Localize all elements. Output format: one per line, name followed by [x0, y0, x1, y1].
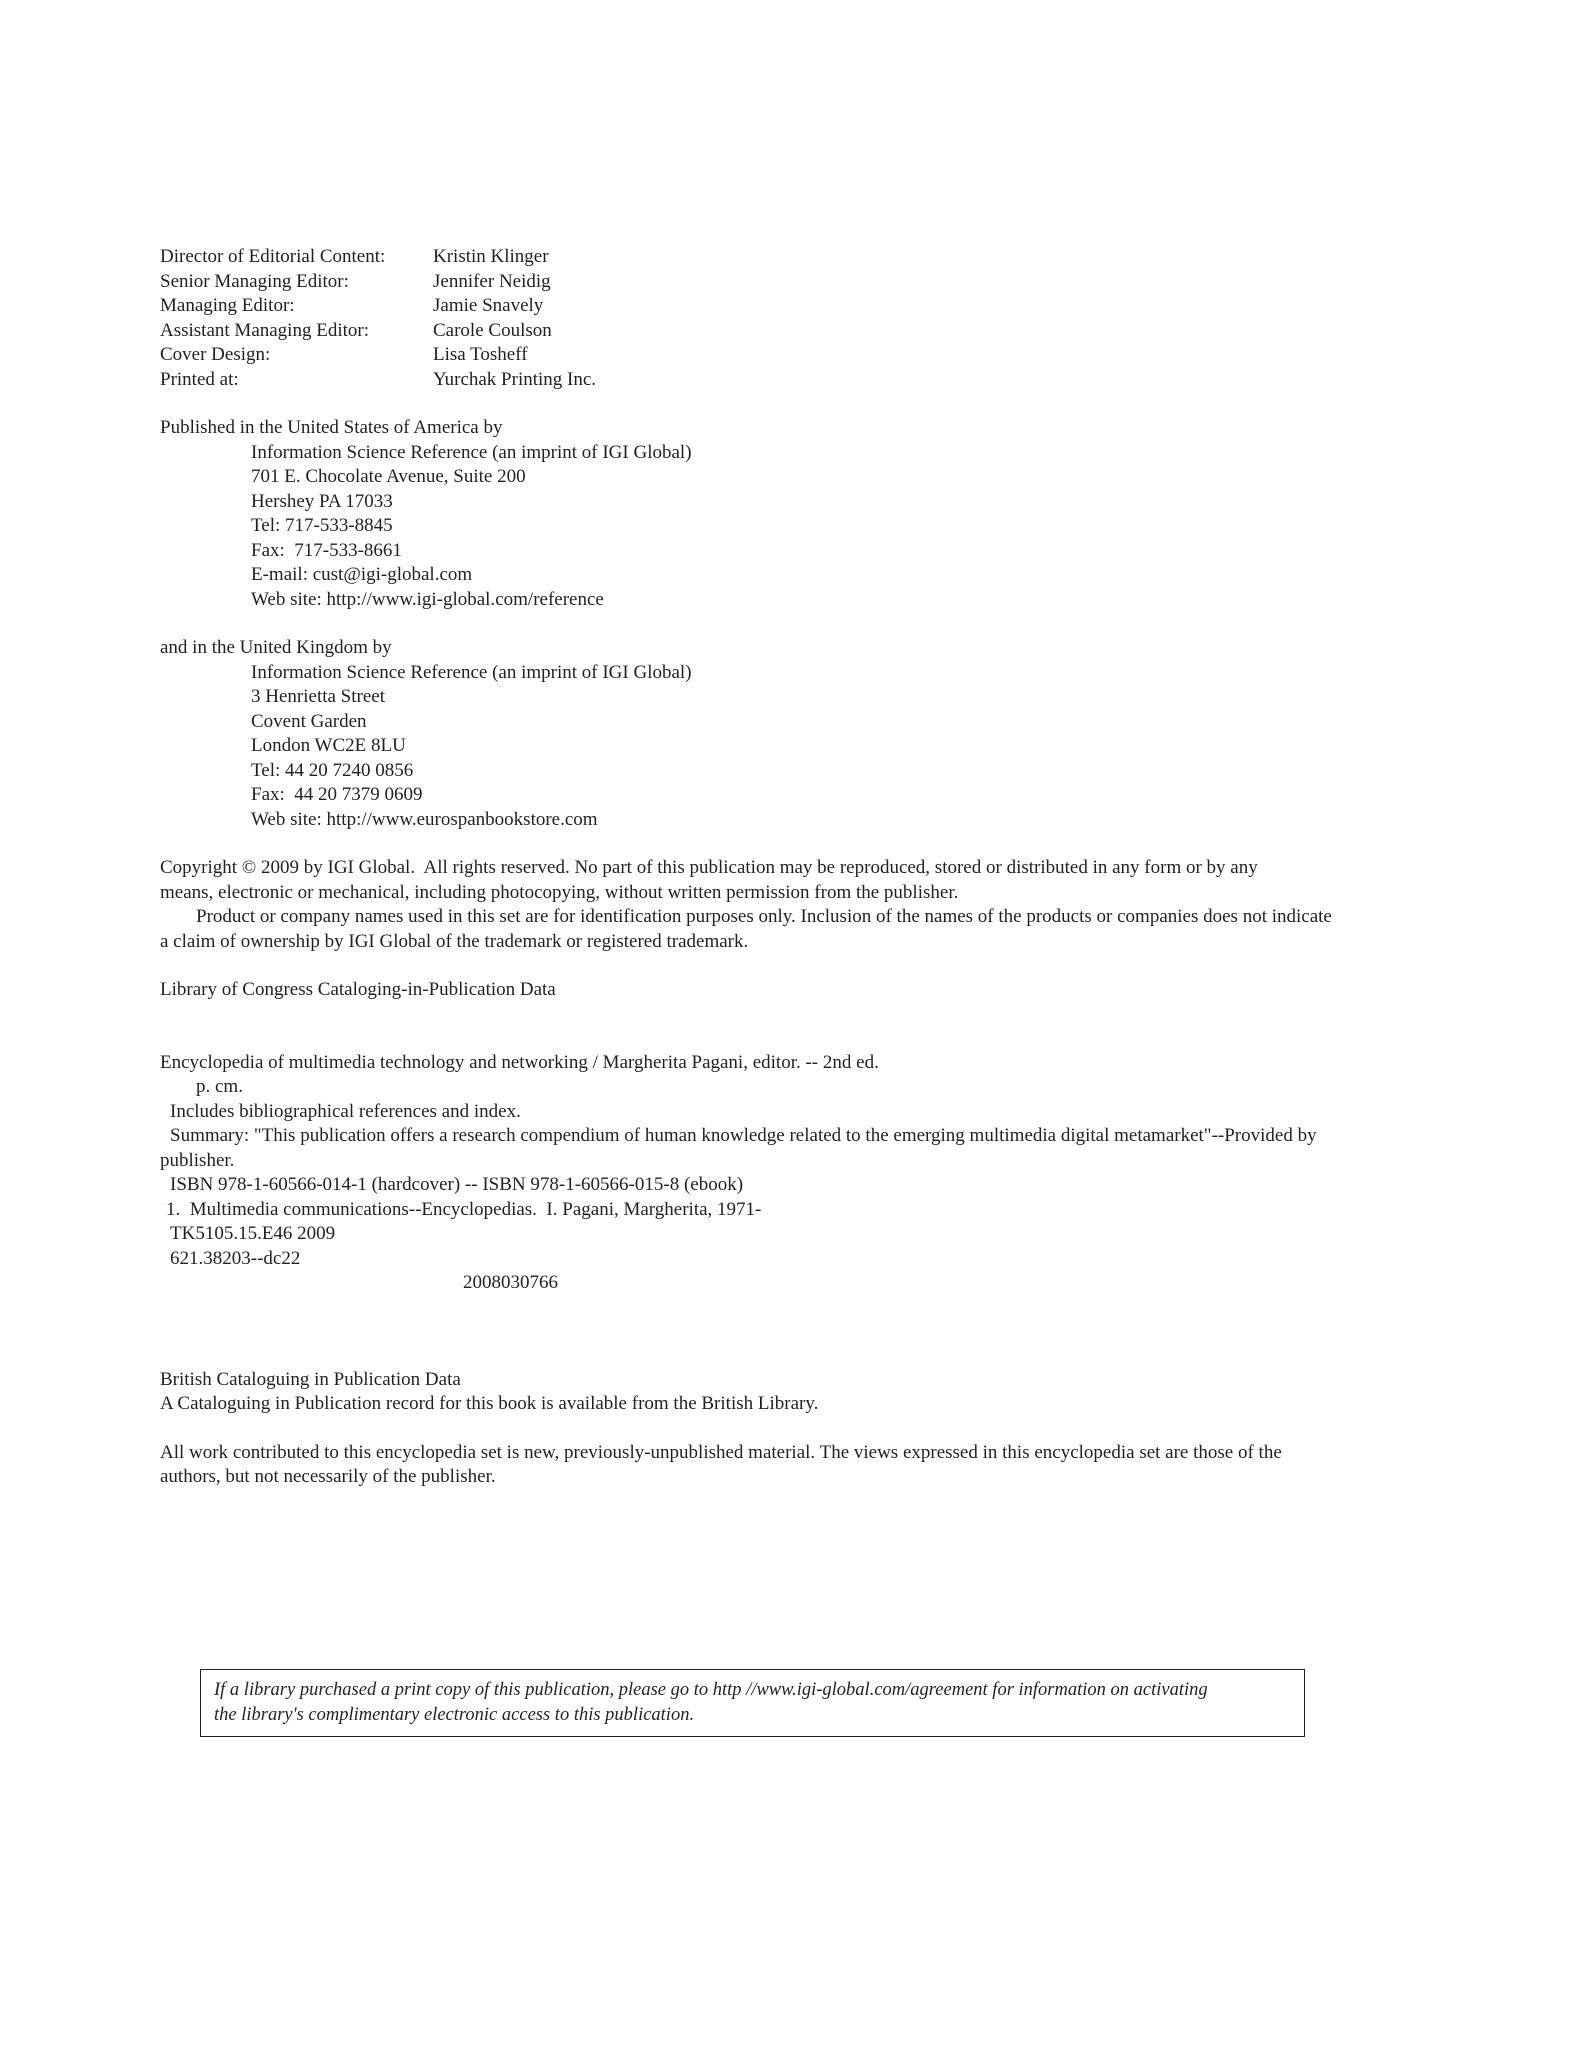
- cip-summary-cont: publisher.: [160, 1149, 235, 1171]
- copyright-line: a claim of ownership by IGI Global of the trademark or registered trademark.: [160, 930, 749, 952]
- uk-publisher-line: Covent Garden: [251, 710, 367, 732]
- credit-role: Assistant Managing Editor:: [160, 319, 369, 341]
- copyright-line: Copyright © 2009 by IGI Global. All rights reserved. No part of this publication may be reproduced, stored or distributed in any form or by any: [160, 857, 1258, 878]
- copyright-line: Product or company names used in this set are for identification purposes only. Inclusion of the names of the products or companies does not indicate: [196, 906, 1332, 927]
- us-publisher-block: [160, 416, 1400, 612]
- credit-name: Lisa Tosheff: [433, 344, 528, 365]
- cip-data: [160, 1051, 1400, 1296]
- cip-summary: Summary: "This publication offers a research compendium of human knowledge related to the emerging multimedia digital metamarket"--Provided by: [170, 1125, 1317, 1146]
- credit-role: Director of Editorial Content:: [160, 246, 386, 267]
- disclaimer-line: authors, but not necessarily of the publisher.: [160, 1466, 496, 1487]
- disclaimer: [160, 1441, 1400, 1490]
- credit-role: Senior Managing Editor:: [160, 270, 349, 292]
- credit-name: Jennifer Neidig: [433, 270, 551, 292]
- us-publisher-line: Tel: 717-533-8845: [251, 515, 393, 536]
- us-publisher-line: E-mail: cust@igi-global.com: [251, 564, 473, 585]
- british-cip: [160, 1368, 1400, 1417]
- credit-role: Printed at:: [160, 368, 239, 390]
- loc-heading: Library of Congress Cataloging-in-Publication Data: [160, 979, 556, 1000]
- credit-name: Kristin Klinger: [433, 246, 549, 267]
- uk-publisher-line: Information Science Reference (an imprint of IGI Global): [251, 661, 692, 683]
- disclaimer-line: All work contributed to this encyclopedia set is new, previously-unpublished material. The views expressed in this encyclopedia set are those of the: [160, 1441, 1282, 1463]
- credit-name: Yurchak Printing Inc.: [433, 368, 597, 390]
- credit-name: Carole Coulson: [433, 319, 552, 341]
- british-cip-heading: British Cataloguing in Publication Data: [160, 1368, 461, 1390]
- notice-line: If a library purchased a print copy of this publication, please go to http //www.igi-global.com/agreement for information on activating: [214, 1680, 1208, 1700]
- us-publisher-line: Hershey PA 17033: [251, 490, 393, 512]
- notice-line: the library's complimentary electronic access to this publication.: [214, 1704, 695, 1725]
- uk-publisher-line: Tel: 44 20 7240 0856: [251, 759, 414, 781]
- uk-publisher-intro: and in the United Kingdom by: [160, 637, 392, 658]
- cip-includes: Includes bibliographical references and index.: [170, 1100, 521, 1122]
- uk-publisher-line: Web site: http://www.eurospanbookstore.com: [251, 808, 598, 830]
- cip-pcm: p. cm.: [196, 1076, 243, 1097]
- copyright-page: [160, 245, 1400, 1490]
- credit-name: Jamie Snavely: [433, 295, 544, 316]
- cip-subjects: 1. Multimedia communications--Encyclopedias. I. Pagani, Margherita, 1971-: [166, 1198, 762, 1220]
- us-publisher-intro: Published in the United States of America by: [160, 417, 503, 438]
- us-publisher-line: Information Science Reference (an imprint of IGI Global): [251, 441, 692, 463]
- cip-dewey: 621.38203--dc22: [170, 1247, 301, 1269]
- uk-publisher-line: 3 Henrietta Street: [251, 686, 386, 707]
- cip-lccn: 2008030766: [463, 1272, 558, 1293]
- credit-role: Cover Design:: [160, 344, 271, 365]
- electronic-access-notice: [200, 1669, 1305, 1737]
- uk-publisher-block: [160, 636, 1400, 832]
- copyright-notice: [160, 856, 1400, 954]
- copyright-line: means, electronic or mechanical, including photocopying, without written permission from the publisher.: [160, 881, 959, 903]
- us-publisher-line: Web site: http://www.igi-global.com/reference: [251, 588, 604, 610]
- cip-lc-class: TK5105.15.E46 2009: [170, 1223, 336, 1244]
- cip-title: Encyclopedia of multimedia technology and networking / Margherita Pagani, editor. -- 2nd ed.: [160, 1051, 879, 1073]
- us-publisher-line: 701 E. Chocolate Avenue, Suite 200: [251, 466, 526, 487]
- uk-publisher-line: London WC2E 8LU: [251, 735, 406, 756]
- editorial-credits: [160, 245, 1400, 392]
- us-publisher-line: Fax: 717-533-8661: [251, 539, 402, 561]
- cip-isbn: ISBN 978-1-60566-014-1 (hardcover) -- ISBN 978-1-60566-015-8 (ebook): [170, 1174, 744, 1195]
- uk-publisher-line: Fax: 44 20 7379 0609: [251, 784, 423, 805]
- credit-role: Managing Editor:: [160, 295, 295, 316]
- british-cip-text: A Cataloguing in Publication record for this book is available from the British Library.: [160, 1393, 819, 1414]
